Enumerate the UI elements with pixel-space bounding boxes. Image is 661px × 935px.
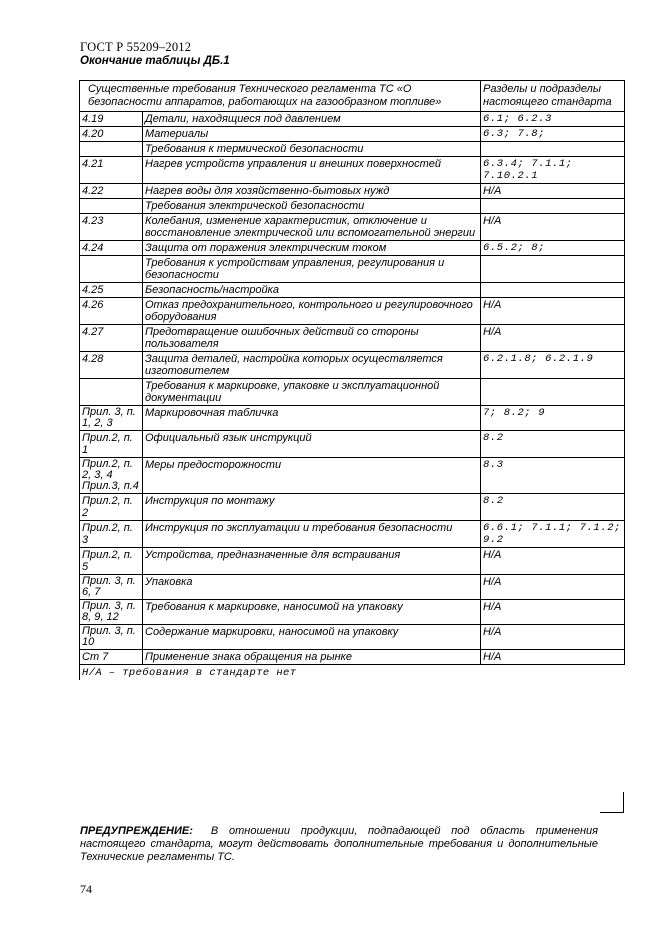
row-sections-cell: Н/А	[481, 600, 625, 625]
row-number-cell: 4.21	[80, 157, 143, 184]
row-requirement-cell: Содержание маркировки, наносимой на упаковку	[143, 625, 481, 650]
table-row	[80, 283, 625, 298]
row-number-cell: 4.27	[80, 325, 143, 352]
row-requirement-cell: Требования к устройствам управления, регулирования и безопасности	[143, 256, 481, 283]
row-requirement-cell: Нагрев устройств управления и внешних поверхностей	[143, 157, 481, 184]
warning-text: В отношении продукции, подпадающей под область применения настоящего стандарта, могут действовать дополнительные требования и дополнительные Технические регламенты ТС.	[80, 825, 598, 863]
row-requirement-cell: Защита от поражения электрическим током	[143, 241, 481, 256]
row-sections-cell: Н/А	[481, 650, 625, 665]
table-row	[80, 379, 625, 406]
table-row	[80, 650, 625, 665]
row-number-cell: 4.23	[80, 214, 143, 241]
warning-label: ПРЕДУПРЕЖДЕНИЕ:	[80, 825, 193, 837]
row-requirement-cell: Безопасность/настройка	[143, 283, 481, 298]
row-sections-cell	[481, 199, 625, 214]
table-row	[80, 241, 625, 256]
table-row	[80, 214, 625, 241]
row-requirement-cell: Инструкция по эксплуатации и требования безопасности	[143, 521, 481, 548]
table-row	[80, 625, 625, 650]
row-requirement-cell: Требования электрической безопасности	[143, 199, 481, 214]
requirements-table	[79, 80, 625, 680]
table-row	[80, 575, 625, 600]
row-requirement-cell: Упаковка	[143, 575, 481, 600]
row-number-cell: Прил.2, п. 1	[80, 431, 143, 458]
row-requirement-cell: Требования к термической безопасности	[143, 142, 481, 157]
row-sections-cell: 6.6.1; 7.1.1; 7.1.2; 9.2	[481, 521, 625, 548]
row-number-cell: Ст 7	[80, 650, 143, 665]
row-sections-cell	[481, 256, 625, 283]
table-row	[80, 298, 625, 325]
row-number-cell: 4.26	[80, 298, 143, 325]
row-requirement-cell: Колебания, изменение характеристик, отключение и восстановление электрической или вспомогательной энергии	[143, 214, 481, 241]
table-header-row	[80, 81, 625, 112]
row-requirement-cell: Меры предосторожности	[143, 458, 481, 494]
table-row	[80, 521, 625, 548]
row-number-cell: 4.28	[80, 352, 143, 379]
table-row	[80, 157, 625, 184]
row-sections-cell: Н/А	[481, 214, 625, 241]
row-number-cell: Прил. 3, п. 8, 9, 12	[80, 600, 143, 625]
row-requirement-cell: Официальный язык инструкций	[143, 431, 481, 458]
row-sections-cell: 8.2	[481, 494, 625, 521]
table-note-cell	[80, 665, 625, 681]
row-requirement-cell: Детали, находящиеся под давлением	[143, 112, 481, 127]
header-requirement: Существенные требования Технического регламента ТС «О безопасности аппаратов, работающих на газообразном топливе»	[80, 81, 481, 112]
row-number-cell: Прил. 3, п. 10	[80, 625, 143, 650]
row-number-cell: 4.25	[80, 283, 143, 298]
row-sections-cell: 7; 8.2; 9	[481, 406, 625, 431]
standard-id: ГОСТ Р 55209–2012	[80, 40, 192, 54]
table-edge-line	[623, 792, 624, 813]
row-number-cell: Прил. 3, п. 1, 2, 3	[80, 406, 143, 431]
warning-paragraph	[80, 825, 598, 864]
row-number-cell: Прил.2, п. 5	[80, 548, 143, 575]
row-sections-cell: 6.5.2; 8;	[481, 241, 625, 256]
table-row	[80, 352, 625, 379]
row-sections-cell: Н/А	[481, 184, 625, 199]
table-row	[80, 494, 625, 521]
row-sections-cell: Н/А	[481, 625, 625, 650]
table-row	[80, 431, 625, 458]
row-requirement-cell: Применение знака обращения на рынке	[143, 650, 481, 665]
row-number-cell: 4.20	[80, 127, 143, 142]
table-note-row	[80, 665, 625, 681]
row-number-cell: 4.24	[80, 241, 143, 256]
row-number-cell: Прил.2, п. 3	[80, 521, 143, 548]
row-requirement-cell: Инструкция по монтажу	[143, 494, 481, 521]
row-sections-cell: 6.3.4; 7.1.1; 7.10.2.1	[481, 157, 625, 184]
row-requirement-cell: Материалы	[143, 127, 481, 142]
row-number-cell	[80, 142, 143, 157]
row-sections-cell: Н/А	[481, 325, 625, 352]
row-sections-cell: Н/А	[481, 575, 625, 600]
table-row	[80, 325, 625, 352]
row-sections-cell: Н/А	[481, 298, 625, 325]
row-requirement-cell: Маркировочная табличка	[143, 406, 481, 431]
row-number-cell: 4.19	[80, 112, 143, 127]
row-sections-cell: 6.2.1.8; 6.2.1.9	[481, 352, 625, 379]
row-number-cell: 4.22	[80, 184, 143, 199]
page-number: 74	[80, 882, 92, 896]
row-number-cell	[80, 199, 143, 214]
table-row	[80, 406, 625, 431]
table-row	[80, 142, 625, 157]
row-sections-cell	[481, 142, 625, 157]
table-row	[80, 600, 625, 625]
table-row	[80, 112, 625, 127]
table-body	[80, 112, 625, 681]
row-requirement-cell: Предотвращение ошибочных действий со стороны пользователя	[143, 325, 481, 352]
table-end-line	[600, 812, 624, 813]
row-sections-cell: 8.3	[481, 458, 625, 494]
row-requirement-cell: Требования к маркировке, упаковке и эксплуатационной документации	[143, 379, 481, 406]
table-note: Н/А – требования в стандарте нет	[82, 667, 297, 679]
row-sections-cell: 6.1; 6.2.3	[481, 112, 625, 127]
row-requirement-cell: Требования к маркировке, наносимой на упаковку	[143, 600, 481, 625]
row-requirement-cell: Нагрев воды для хозяйственно-бытовых нужд	[143, 184, 481, 199]
row-number-cell	[80, 379, 143, 406]
table-row	[80, 548, 625, 575]
row-number-cell	[80, 256, 143, 283]
row-number-cell: Прил.2, п. 2	[80, 494, 143, 521]
header-sections: Разделы и подразделы настоящего стандарта	[481, 81, 625, 112]
row-sections-cell: Н/А	[481, 548, 625, 575]
table-row	[80, 184, 625, 199]
row-sections-cell	[481, 283, 625, 298]
row-number-cell: Прил.2, п. 2, 3, 4 Прил.3, п.4	[80, 458, 143, 494]
row-sections-cell	[481, 379, 625, 406]
table-row	[80, 458, 625, 494]
row-number-cell: Прил. 3, п. 6, 7	[80, 575, 143, 600]
row-requirement-cell: Отказ предохранительного, контрольного и регулировочного оборудования	[143, 298, 481, 325]
row-requirement-cell: Защита деталей, настройка которых осуществляется изготовителем	[143, 352, 481, 379]
table-row	[80, 199, 625, 214]
table-row	[80, 127, 625, 142]
row-sections-cell: 6.3; 7.8;	[481, 127, 625, 142]
table-row	[80, 256, 625, 283]
table-caption: Окончание таблицы ДБ.1	[80, 55, 230, 67]
row-requirement-cell: Устройства, предназначенные для встраивания	[143, 548, 481, 575]
row-sections-cell: 8.2	[481, 431, 625, 458]
